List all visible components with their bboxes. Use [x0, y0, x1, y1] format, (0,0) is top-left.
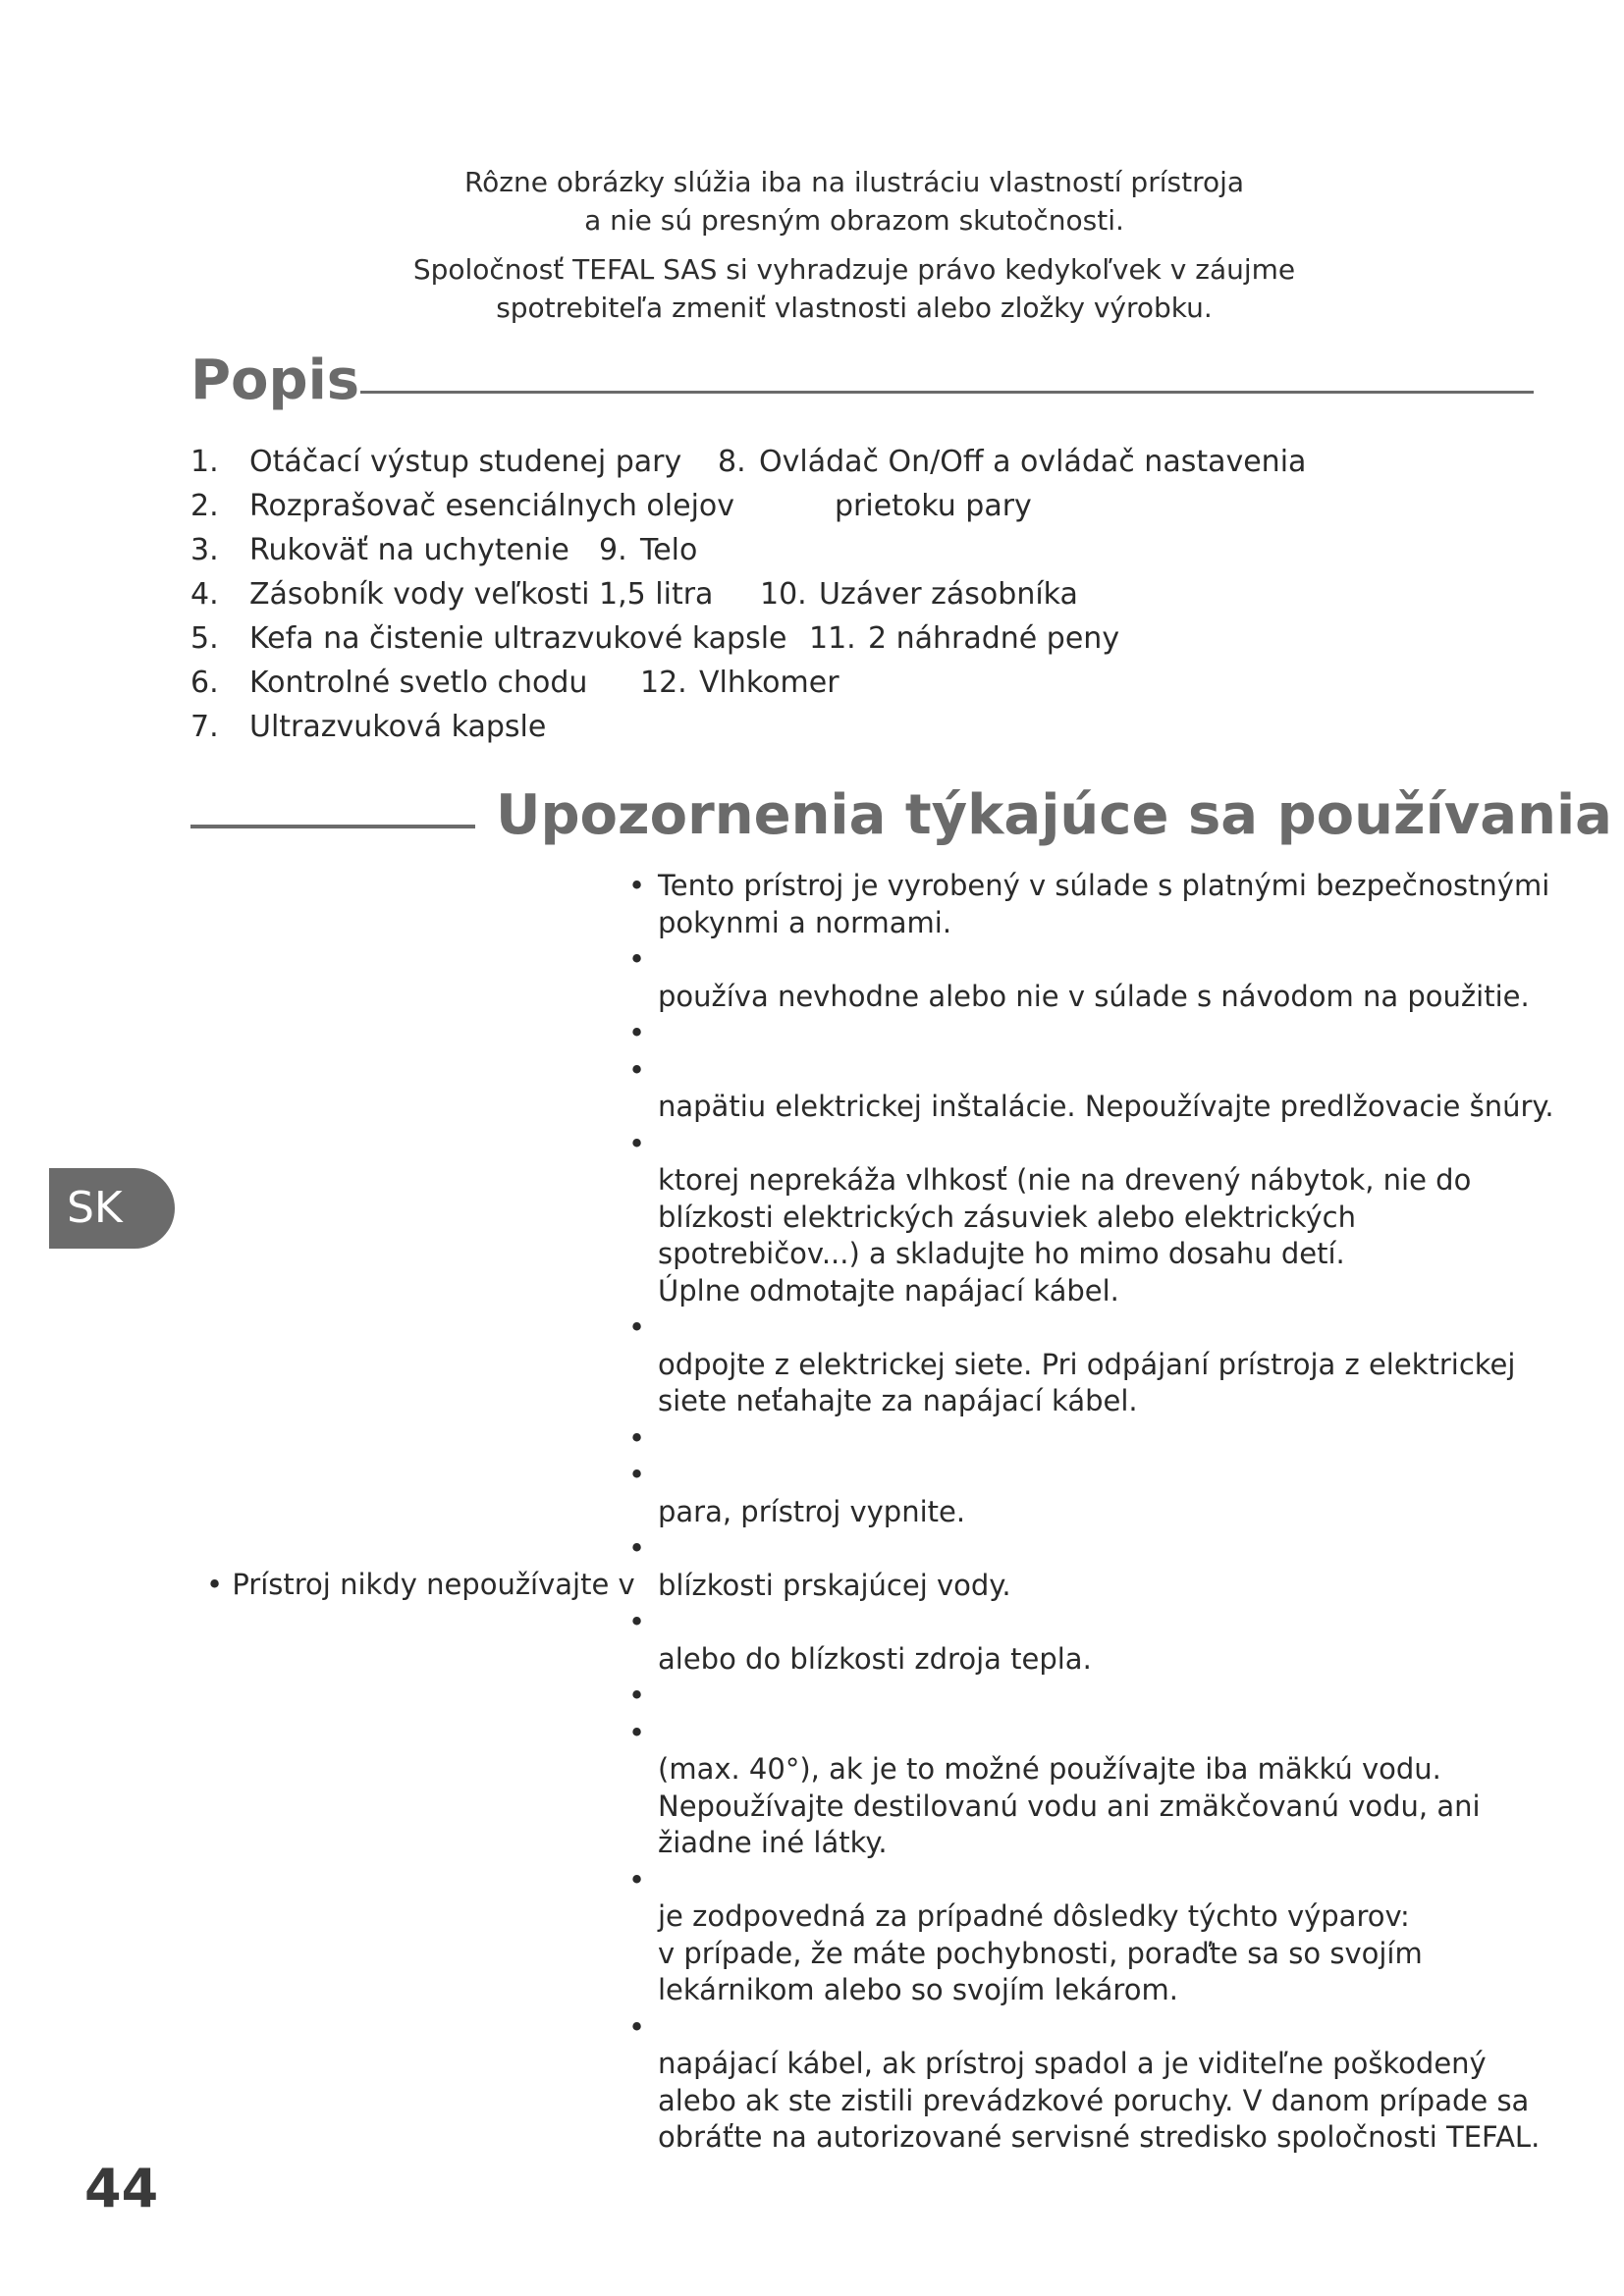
warning-line — [628, 1604, 1532, 1641]
warning-text: pokynmi a normami. — [658, 905, 952, 939]
part-name: Kefa na čistenie ultrazvukové kapsle — [249, 621, 787, 656]
warning-text: alebo do blízkosti zdroja tepla. — [658, 1641, 1092, 1676]
disclaimer-paragraph-2 — [295, 250, 1414, 327]
warning-text: v prípade, že máte pochybnosti, poraďte sa so svojím — [658, 1936, 1423, 1970]
warning-text: lekárnikom alebo so svojím lekárom. — [658, 1973, 1178, 2006]
warning-text: napätiu elektrickej inštalácie. Nepoužívajte predlžovacie šnúry. — [658, 1090, 1554, 1123]
bullet-icon: • — [628, 1531, 646, 1565]
disclaimer-line-2: a nie sú presným obrazom skutočnosti. — [584, 204, 1124, 237]
warning-line — [628, 2083, 1532, 2120]
bullet-icon: • — [628, 2009, 646, 2044]
warning-line — [628, 1862, 1532, 1899]
warning-line — [628, 1052, 1532, 1090]
warning-line — [628, 1825, 1532, 1862]
bullet-icon: • — [628, 1126, 646, 1160]
part-number-2: 12. — [640, 666, 687, 700]
bullet-icon: • — [628, 1862, 646, 1896]
disclaimer-line-3: Spoločnosť TEFAL SAS si vyhradzuje právo kedykoľvek v záujme — [412, 253, 1296, 286]
warning-line — [628, 1568, 1532, 1605]
part-number-2: 8. — [718, 445, 746, 479]
warning-text: odpojte z elektrickej siete. Pri odpájaní prístroja z elektrickej — [658, 1347, 1516, 1381]
warning-line — [628, 1530, 1532, 1568]
warning-line — [628, 905, 1532, 942]
part-number-2: 9. — [599, 533, 627, 567]
page-number: 44 — [84, 2158, 159, 2219]
warning-text: blízkosti elektrických zásuviek alebo elektrických — [658, 1200, 1356, 1234]
warning-line — [628, 979, 1532, 1016]
warning-line — [628, 1457, 1532, 1494]
warning-line — [628, 1383, 1532, 1420]
part-number: 5. — [190, 621, 219, 656]
warning-text: Úplne odmotajte napájací kábel. — [658, 1273, 1119, 1308]
part-number: 3. — [190, 533, 219, 567]
bullet-icon: • — [628, 869, 646, 902]
bullet-icon: • — [628, 1605, 646, 1638]
part-name: Rozprašovač esenciálnych olejov — [249, 489, 735, 523]
warnings-title: Upozornenia týkajúce sa používania — [496, 783, 1612, 847]
warning-line — [628, 1015, 1532, 1052]
part-name-2: Uzáver zásobníka — [819, 577, 1078, 612]
part-name: Otáčací výstup studenej pary — [249, 445, 682, 479]
warning-text: siete neťahajte za napájací kábel. — [658, 1384, 1138, 1417]
warning-line — [628, 1089, 1554, 1126]
warning-text: blízkosti prskajúcej vody. — [658, 1568, 1011, 1602]
bullet-icon: • — [628, 1052, 646, 1087]
warning-text: para, prístroj vypnite. — [658, 1494, 966, 1528]
disclaimer-line-1: Rôzne obrázky slúžia iba na ilustráciu vlastností prístroja — [463, 166, 1245, 198]
warning-line — [628, 1898, 1532, 1936]
bullet-icon: • — [628, 1420, 646, 1455]
warning-line — [628, 868, 1550, 905]
part-name-2: Vlhkomer — [699, 666, 839, 700]
warning-text: napájací kábel, ak prístroj spadol a je viditeľne poškodený — [658, 2047, 1487, 2080]
bullet-icon: • — [628, 1458, 646, 1491]
warning-line — [628, 1273, 1532, 1310]
warning-line — [628, 1678, 1532, 1715]
part-number: 7. — [190, 710, 219, 744]
warning-text: Nepoužívajte destilovanú vodu ani zmäkčovanú vodu, ani — [658, 1789, 1481, 1823]
part-name: Rukoväť na uchytenie — [249, 533, 569, 567]
popis-divider — [360, 391, 1534, 394]
warning-line — [628, 1494, 1532, 1531]
warning-text: je zodpovedná za prípadné dôsledky týchto výparov: — [658, 1899, 1410, 1933]
warning-line — [628, 2046, 1532, 2083]
warning-text: alebo ak ste zistili prevádzkové poruchy. V danom prípade sa — [658, 2083, 1530, 2117]
part-name: Kontrolné svetlo chodu — [249, 666, 588, 700]
language-tab: SK — [49, 1168, 175, 1249]
warning-text: žiadne iné látky. — [658, 1826, 888, 1859]
warning-line — [628, 1641, 1532, 1679]
part-name-2: Telo — [640, 533, 698, 567]
overflow-warning-prefix: • Prístroj nikdy nepoužívajte v — [206, 1568, 635, 1601]
warning-line — [628, 2009, 1532, 2047]
warning-line — [628, 941, 1532, 979]
disclaimer — [295, 163, 1414, 338]
disclaimer-line-4: spotrebiteľa zmeniť vlastnosti alebo zložky výrobku. — [496, 292, 1213, 324]
warnings-list — [628, 868, 1554, 2157]
warning-line — [628, 1936, 1532, 1973]
warning-line — [628, 1200, 1532, 1237]
warning-text: ktorej neprekáža vlhkosť (nie na drevený nábytok, nie do — [658, 1163, 1472, 1197]
warning-line — [628, 1126, 1532, 1163]
disclaimer-paragraph-1 — [295, 163, 1414, 240]
part-name: Ultrazvuková kapsle — [249, 710, 547, 744]
warning-text: používa nevhodne alebo nie v súlade s návodom na použitie. — [658, 979, 1530, 1013]
warning-line — [628, 1309, 1532, 1347]
warning-line — [628, 1236, 1532, 1273]
bullet-icon: • — [628, 942, 646, 976]
bullet-icon: • — [628, 1016, 646, 1049]
warning-text: spotrebičov...) a skladujte ho mimo dosahu detí. — [658, 1237, 1345, 1270]
warning-line — [628, 1420, 1532, 1458]
warning-line — [628, 1347, 1532, 1384]
part-name-2: Ovládač On/Off a ovládač nastavenia — [759, 445, 1307, 479]
bullet-icon: • — [628, 1310, 646, 1344]
part-name: Zásobník vody veľkosti 1,5 litra — [249, 577, 714, 612]
warning-line — [628, 1789, 1532, 1826]
bullet-icon: • — [628, 1715, 646, 1749]
warning-text: Tento prístroj je vyrobený v súlade s platnými bezpečnostnými — [658, 869, 1550, 902]
warning-line — [628, 1162, 1532, 1200]
warning-line — [628, 2119, 1541, 2157]
part-number: 2. — [190, 489, 219, 523]
part-number: 4. — [190, 577, 219, 612]
part-name-2: 2 náhradné peny — [868, 621, 1120, 656]
part-number-2: 11. — [809, 621, 856, 656]
warning-line — [628, 1751, 1532, 1789]
warning-text: obráťte na autorizované servisné stredisko spoločnosti TEFAL. — [658, 2120, 1541, 2154]
warning-line — [628, 1972, 1532, 2009]
part-number: 6. — [190, 666, 219, 700]
popis-title: Popis — [190, 348, 360, 412]
part-name-2: prietoku pary — [835, 489, 1032, 523]
warnings-divider — [190, 825, 475, 828]
warning-text: (max. 40°), ak je to možné používajte iba mäkkú vodu. — [658, 1752, 1441, 1786]
popis-heading — [190, 348, 359, 412]
warning-line — [628, 1715, 1532, 1752]
part-number-2: 10. — [760, 577, 807, 612]
part-number: 1. — [190, 445, 219, 479]
bullet-icon: • — [628, 1679, 646, 1712]
